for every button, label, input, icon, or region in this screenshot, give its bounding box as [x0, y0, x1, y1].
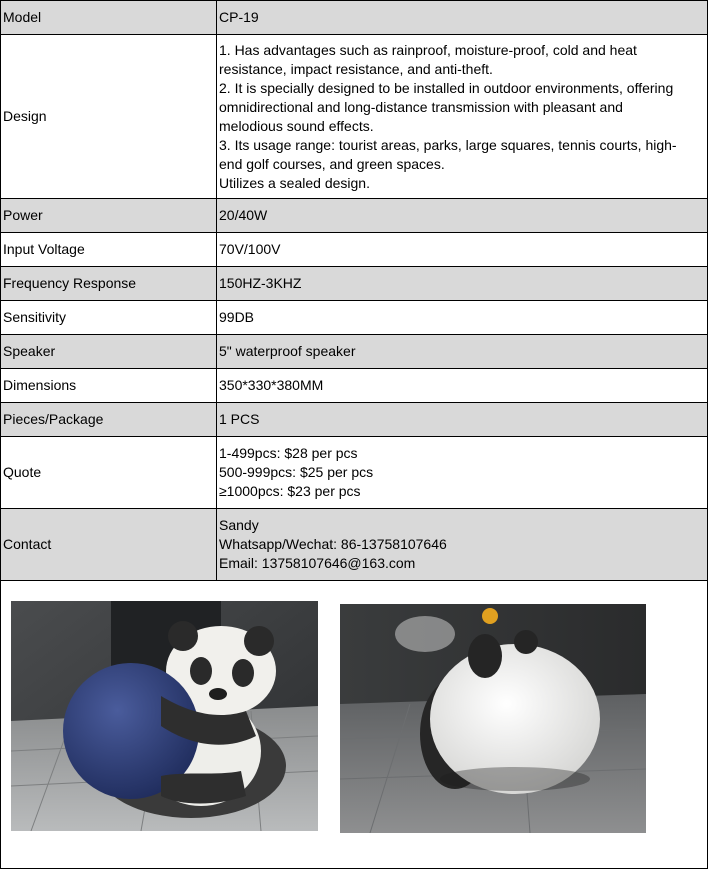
table-row [1, 267, 708, 301]
row-label-speaker: Speaker [1, 335, 217, 369]
table-row [1, 233, 708, 267]
table-row [1, 335, 708, 369]
product-photo-back [340, 604, 646, 833]
row-value-speaker: 5" waterproof speaker [217, 335, 708, 369]
table-row [1, 301, 708, 335]
row-label-pieces-package: Pieces/Package [1, 403, 217, 437]
row-label-input-voltage: Input Voltage [1, 233, 217, 267]
row-value-contact: Sandy Whatsapp/Wechat: 86-13758107646 Email: 13758107646@163.com [217, 509, 708, 581]
row-value-quote: 1-499pcs: $28 per pcs 500-999pcs: $25 per pcs ≥1000pcs: $23 per pcs [217, 437, 708, 509]
row-value-sensitivity: 99DB [217, 301, 708, 335]
row-value-model: CP-19 [217, 1, 708, 35]
table-row [1, 369, 708, 403]
product-photo-front [11, 601, 318, 831]
row-label-model: Model [1, 1, 217, 35]
row-label-contact: Contact [1, 509, 217, 581]
row-label-quote: Quote [1, 437, 217, 509]
row-value-dimensions: 350*330*380MM [217, 369, 708, 403]
row-value-input-voltage: 70V/100V [217, 233, 708, 267]
table-row [1, 509, 708, 581]
table-row [1, 35, 708, 199]
product-photos [0, 581, 708, 869]
row-label-dimensions: Dimensions [1, 369, 217, 403]
table-row [1, 403, 708, 437]
row-label-power: Power [1, 199, 217, 233]
row-label-sensitivity: Sensitivity [1, 301, 217, 335]
row-value-frequency-response: 150HZ-3KHZ [217, 267, 708, 301]
table-row [1, 437, 708, 509]
table-row [1, 199, 708, 233]
row-label-frequency-response: Frequency Response [1, 267, 217, 301]
table-row [1, 1, 708, 35]
row-value-design: 1. Has advantages such as rainproof, moisture-proof, cold and heat resistance, impact resistance, and anti-theft. 2. It is specially designed to be installed in outdoor environments, offering omnidirectional and long-distance transmission with pleasant and melodious sound effects. 3. Its usage range: tourist areas, parks, large squares, tennis courts, high- end golf courses, and green spaces. Utilizes a sealed design. [217, 35, 708, 199]
row-value-pieces-package: 1 PCS [217, 403, 708, 437]
row-value-power: 20/40W [217, 199, 708, 233]
row-label-design: Design [1, 35, 217, 199]
